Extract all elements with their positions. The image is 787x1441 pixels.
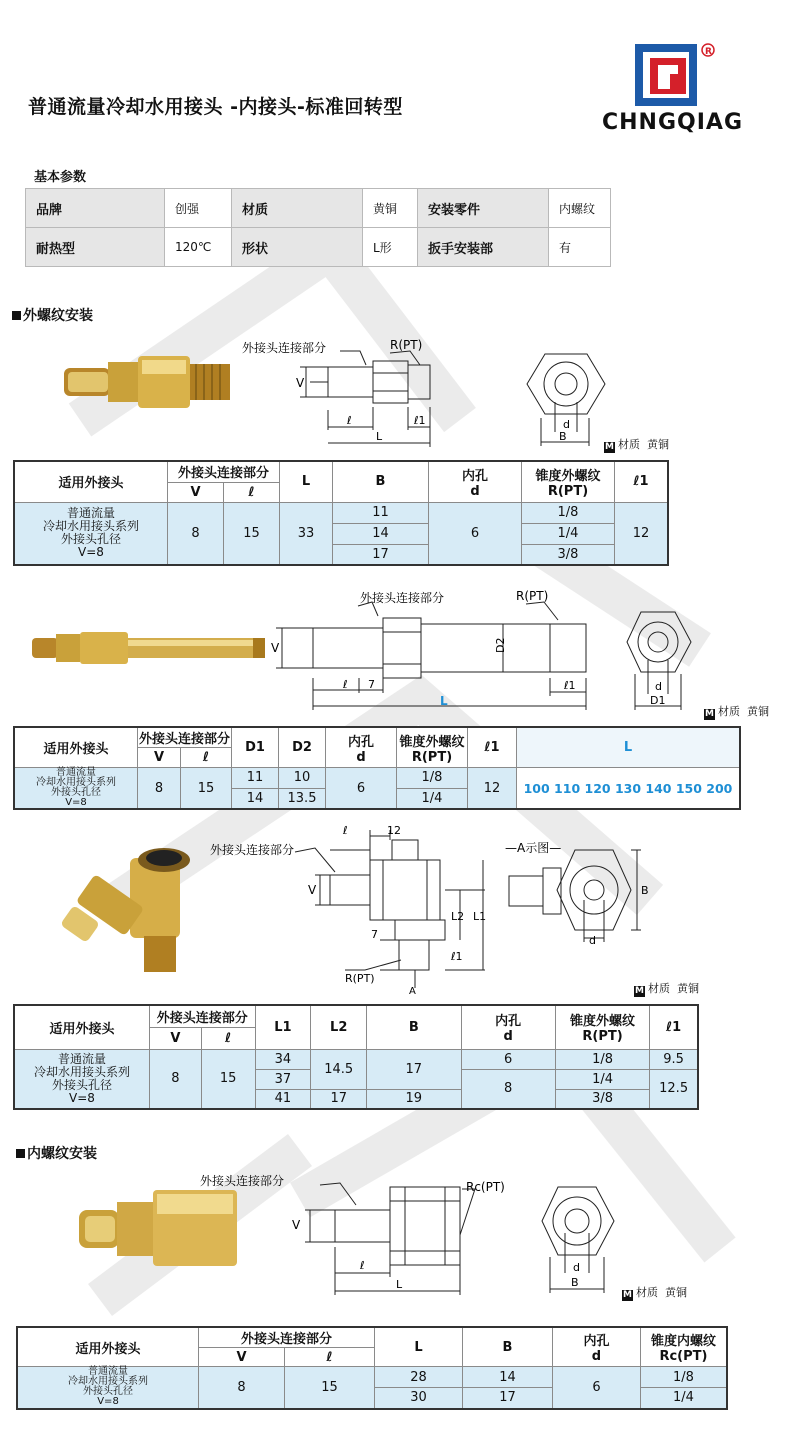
svg-text:L: L [396,1278,403,1291]
table-row [26,228,611,267]
label-rpt: R(PT) [390,338,423,352]
svg-text:D1: D1 [650,694,666,707]
param-value: 创强 [165,189,232,228]
param-value: 内螺纹 [549,189,611,228]
param-value: 120℃ [165,228,232,267]
svg-text:外接头连接部分: 外接头连接部分 [210,843,295,857]
svg-text:d: d [589,934,596,947]
params-heading: 基本参数 [34,170,87,185]
param-key: 形状 [232,228,363,267]
product-photo-straight [60,350,245,415]
svg-text:B: B [571,1276,579,1289]
svg-text:L1: L1 [473,910,487,923]
svg-text:12: 12 [387,824,401,837]
svg-text:7: 7 [371,928,378,941]
drawing-long-external [268,588,598,713]
brand-name: CHNGQIAG [602,110,743,135]
drawing-elbow [205,820,505,995]
param-key: 材质 [232,189,363,228]
drawing-hex-view-2 [625,610,695,720]
svg-text:R(PT): R(PT) [516,589,549,603]
brand-logo [600,40,750,140]
product-photo-long [28,628,268,668]
svg-text:d: d [563,418,570,431]
material-note: M 材质 黄铜 [705,705,769,719]
table-row [26,189,611,228]
material-note: M 材质 黄铜 [635,982,699,996]
section-heading-internal: 内螺纹安装 [16,1143,97,1163]
svg-text:d: d [655,680,662,693]
svg-text:V: V [308,883,317,897]
drawing-straight-external [240,335,440,447]
row-label: 普通流量 冷却水用接头系列 外接头孔径 V=8 [17,1367,199,1409]
square-bullet-icon [16,1149,25,1158]
material-m-icon: M [605,442,614,452]
dim-v: V [296,376,305,390]
spec-table-4: 适用外接头 外接头连接部分 L B 内孔 d 锥度内螺纹 Rc(PT) V ℓ 普通流量 冷却水用接头系列 外接头孔径 V=8 8 15 28 14 6 1/8 30 17 1/4 [16,1326,728,1410]
svg-text:ℓ: ℓ [343,678,348,691]
row-label: 普通流量 冷却水用接头系列 外接头孔径 V=8 [14,768,138,810]
drawing-hex-view-1 [525,350,615,450]
drawing-hex-view-4 [540,1185,620,1295]
param-key: 耐热型 [26,228,165,267]
svg-text:ℓ: ℓ [343,824,348,837]
svg-text:A: A [409,986,416,995]
label-ext-part: 外接头连接部分 [242,341,327,355]
dim-l1: ℓ1 [414,414,426,427]
svg-text:V: V [292,1218,301,1232]
dim-L: L [376,430,383,443]
spec-table-3: 适用外接头 外接头连接部分 L1 L2 B 内孔 d 锥度外螺纹 R(PT) ℓ1 V ℓ 普通流量 冷却水用接头系列 外接头孔径 V=8 8 15 34 14.5 17 6 1/8 9.5 37 8 1/4 12.5 41 17 19 3/8 [13,1004,699,1110]
square-bullet-icon [12,311,21,320]
spec-table-1: 适用外接头 外接头连接部分 L B 内孔 d 锥度外螺纹 R(PT) ℓ1 V ℓ 普通流量 冷却水用接头系列 外接头孔径 V=8 8 15 33 11 6 1/8 12 14 1/4 17 3/8 [13,460,669,566]
svg-text:—A示图—: —A示图— [505,842,562,855]
section-heading-external: 外螺纹安装 [12,305,93,325]
svg-text:外接头连接部分: 外接头连接部分 [360,591,445,605]
row-label: 普通流量 冷却水用接头系列 外接头孔径 V=8 [14,502,168,565]
product-photo-elbow [60,838,200,978]
row-label: 普通流量 冷却水用接头系列 外接头孔径 V=8 [14,1049,149,1109]
param-key: 扳手安装部 [418,228,549,267]
param-value: 黄铜 [363,189,418,228]
page-title: 普通流量冷却水用接头 -内接头-标准回转型 [28,96,403,118]
material-note: M 材质 黄铜 [605,438,669,452]
svg-text:B: B [641,884,649,897]
svg-text:D2: D2 [494,637,507,653]
params-table [25,188,611,267]
svg-text:R: R [705,47,712,57]
svg-text:R(PT): R(PT) [345,972,375,985]
svg-text:L2: L2 [451,910,465,923]
svg-text:ℓ1: ℓ1 [564,679,576,692]
svg-text:B: B [559,430,567,443]
svg-text:ℓ1: ℓ1 [451,950,463,963]
material-note: M 材质 黄铜 [623,1286,687,1300]
param-value: L形 [363,228,418,267]
drawing-a-view [505,842,655,952]
svg-text:Rc(PT): Rc(PT) [466,1180,505,1194]
svg-text:L: L [440,694,448,708]
spec-table-2: 适用外接头 外接头连接部分 D1 D2 内孔 d 锥度外螺纹 R(PT) ℓ1 L V ℓ 普通流量 冷却水用接头系列 外接头孔径 V=8 8 15 11 10 6 1/8 12 100 110 120 130 140 150 200 14 13.5 1/4 [13,726,741,810]
svg-text:ℓ: ℓ [360,1259,365,1272]
param-key: 安装零件 [418,189,549,228]
dim-l: ℓ [347,414,352,427]
svg-text:外接头连接部分: 外接头连接部分 [200,1174,285,1188]
param-key: 品牌 [26,189,165,228]
svg-text:d: d [573,1261,580,1274]
svg-text:V: V [271,641,280,655]
logo-mark-icon [600,40,750,110]
param-value: 有 [549,228,611,267]
svg-text:7: 7 [368,678,375,691]
drawing-internal [200,1165,530,1300]
